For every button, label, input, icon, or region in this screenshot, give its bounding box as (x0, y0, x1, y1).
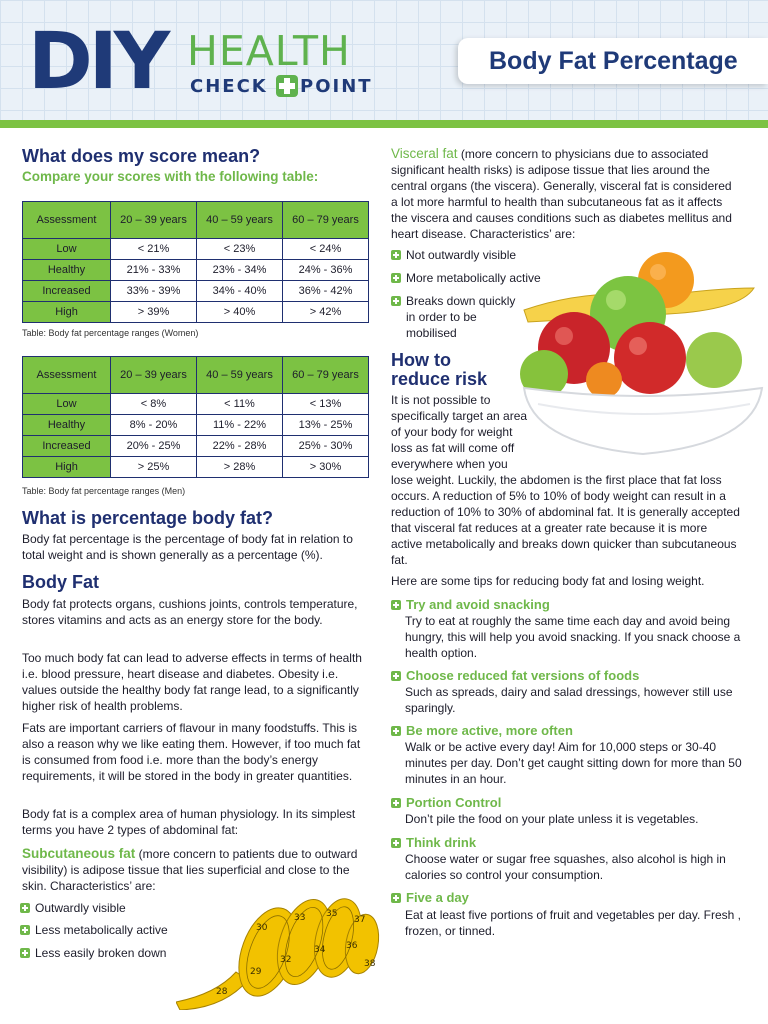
table-cell: Increased (23, 281, 111, 302)
table-cell: 8% - 20% (111, 415, 197, 436)
header-divider (0, 120, 768, 128)
tips-intro: Here are some tips for reducing body fat and losing weight. (391, 574, 705, 588)
visceral-paragraph (391, 146, 741, 242)
table-header-cell: 20 – 39 years (111, 357, 197, 394)
tip-title (391, 597, 550, 612)
tape-number: 35 (326, 909, 338, 919)
plus-bullet-icon (391, 671, 401, 681)
tip-title (391, 890, 469, 905)
logo-health: HEALTH (187, 27, 351, 75)
bullet-text: More metabolically active (406, 271, 541, 285)
list-item (20, 946, 166, 961)
table-cell: Low (23, 239, 111, 260)
plus-bullet-icon (391, 798, 401, 808)
table-header-cell: Assessment (23, 357, 111, 394)
tip-title-text: Portion Control (406, 795, 502, 810)
table-cell: High (23, 457, 111, 478)
tip-title (391, 795, 501, 810)
table-header-cell: 60 – 79 years (283, 357, 369, 394)
body-fat-paragraph-3: Fats are important carriers of flavour in many foodstuffs. This is also a reason why we like eating them. However, if too much fat is consumed from food i.e. more than the body’s energy requirements, it will be stored in the body in greater quantities. (22, 721, 361, 783)
table-row (23, 415, 369, 436)
table-header-row (23, 202, 369, 239)
table-cell: 36% - 42% (283, 281, 369, 302)
bullet-text: Outwardly visible (35, 901, 126, 915)
table-cell: Low (23, 394, 111, 415)
subcutaneous-lead: Subcutaneous fat (22, 846, 136, 861)
reduce-heading-line-2: reduce risk (391, 369, 488, 389)
plus-bullet-icon (391, 296, 401, 306)
table-header-cell: Assessment (23, 202, 111, 239)
score-heading: What does my score mean? (22, 146, 261, 166)
medical-cross-icon (276, 75, 298, 97)
tip-text: Walk or be active every day! Aim for 10,000 steps or 30-40 minutes per day. Don’t get caught sitting down for more than 50 minutes in an hour. (405, 740, 742, 786)
table-cell: 33% - 39% (111, 281, 197, 302)
table-cell: 20% - 25% (111, 436, 197, 457)
tape-number: 28 (216, 987, 228, 997)
table-cell: > 39% (111, 302, 197, 323)
table-row (23, 239, 369, 260)
body-fat-paragraph-4: Body fat is a complex area of human physiology. In its simplest terms you have 2 types of abdominal fat: (22, 807, 356, 837)
tip-title-text: Be more active, more often (406, 723, 573, 738)
score-subheading: Compare your scores with the following table: (22, 169, 319, 184)
table-cell: High (23, 302, 111, 323)
tip-text: Such as spreads, dairy and salad dressings, however still use sparingly. (405, 685, 733, 715)
table-cell: < 11% (197, 394, 283, 415)
logo-check: CHECK (190, 76, 268, 97)
table-cell: Healthy (23, 415, 111, 436)
tip-title-text: Try and avoid snacking (406, 597, 550, 612)
table-row (23, 281, 369, 302)
tape-number: 32 (280, 955, 292, 965)
table-cell: 11% - 22% (197, 415, 283, 436)
table-cell: < 24% (283, 239, 369, 260)
table-cell: 21% - 33% (111, 260, 197, 281)
plus-bullet-icon (20, 925, 30, 935)
table-cell: 25% - 30% (283, 436, 369, 457)
table-cell: 23% - 34% (197, 260, 283, 281)
list-item (391, 293, 526, 341)
bullet-text: Less metabolically active (35, 923, 168, 937)
table-row (23, 436, 369, 457)
reduce-heading-line-1: How to (391, 350, 451, 370)
table-cell: < 23% (197, 239, 283, 260)
tip-text: Try to eat at roughly the same time each day and avoid being hungry, this will help you avoid snacking. If you snack choose a health option. (405, 614, 741, 660)
table-cell: 34% - 40% (197, 281, 283, 302)
tape-number: 29 (250, 967, 262, 977)
table-cell: < 13% (283, 394, 369, 415)
table-cell: < 21% (111, 239, 197, 260)
reduce-body: It is not possible to specifically target an area of your body for weight loss as fat will come off everywhere when you lose weight. Luckily, the abdomen is the first place that fat loss occurs. A reduction of 5% to 10% of body weight can result in a reduction of 10% to 30% of abdominal fat. It is generally accepted that visceral fat reduces at a greater rate because it is more active metabolically and breaks down quicker than subcutaneous fat. (391, 393, 740, 567)
logo-diy: DIY (28, 17, 167, 107)
list-item (20, 923, 168, 938)
visceral-text: (more concern to physicians due to associated significant health risks) is adipose tissue that lies around the central organs (the viscera). Generally, visceral fat is considered a lot more harmful to health than subcutaneous fat as it affects the viscera and causes conditions such as diabetes mellitus and heart disease. Characteristics’ are: (391, 147, 732, 241)
bullet-text: Less easily broken down (35, 946, 167, 960)
fruit-bowl-image (518, 248, 768, 458)
percentage-text: Body fat percentage is the percentage of body fat in relation to total weight and is shown generally as a percentage (%). (22, 532, 353, 562)
tape-measure-image (176, 890, 382, 1010)
table-header-cell: 40 – 59 years (197, 357, 283, 394)
tape-number: 33 (294, 913, 306, 923)
table-cell: 22% - 28% (197, 436, 283, 457)
list-item (391, 248, 516, 263)
subcutaneous-text: (more concern to patients due to outward visibility) is adipose tissue that lies superficial and close to the skin. Characteristics’ are: (22, 847, 358, 893)
table-cell: > 42% (283, 302, 369, 323)
tip-title (391, 723, 573, 738)
page-header (0, 0, 768, 122)
bullet-text: Breaks down quickly in order to be mobilised (406, 294, 516, 340)
plus-bullet-icon (391, 273, 401, 283)
plus-bullet-icon (391, 250, 401, 260)
tape-number: 34 (314, 945, 326, 955)
women-table-caption: Table: Body fat percentage ranges (Women) (22, 328, 199, 338)
list-item (20, 901, 126, 916)
body-fat-paragraph-1: Body fat protects organs, cushions joints, controls temperature, stores vitamins and acts as an energy store for the body. (22, 597, 358, 627)
logo-point: POINT (300, 76, 373, 97)
body-fat-paragraph-2: Too much body fat can lead to adverse effects in terms of health i.e. blood pressure, heart disease and diabetes. Obesity i.e. values outside the healthy body fat range lead, to a significantly higher risk of health problems. (22, 651, 362, 713)
table-cell: > 28% (197, 457, 283, 478)
table-row (23, 260, 369, 281)
percentage-heading: What is percentage body fat? (22, 508, 274, 528)
table-cell: Healthy (23, 260, 111, 281)
tip-title-text: Think drink (406, 835, 477, 850)
plus-bullet-icon (20, 903, 30, 913)
tip-text: Choose water or sugar free squashes, also alcohol is high in calories so control your consumption. (405, 852, 726, 882)
table-row (23, 457, 369, 478)
table-cell: Increased (23, 436, 111, 457)
table-cell: > 25% (111, 457, 197, 478)
tape-number: 30 (256, 923, 268, 933)
tape-number: 36 (346, 941, 358, 951)
plus-bullet-icon (391, 893, 401, 903)
table-cell: 13% - 25% (283, 415, 369, 436)
tip-text: Don’t pile the food on your plate unless it is vegetables. (405, 812, 699, 826)
table-cell: > 30% (283, 457, 369, 478)
tip-title-text: Five a day (406, 890, 469, 905)
page-title: Body Fat Percentage (489, 47, 738, 75)
plus-bullet-icon (391, 600, 401, 610)
body-fat-heading: Body Fat (22, 572, 100, 592)
table-row (23, 394, 369, 415)
plus-bullet-icon (391, 838, 401, 848)
bullet-text: Not outwardly visible (406, 248, 517, 262)
tip-title (391, 835, 476, 850)
table-header-cell: 20 – 39 years (111, 202, 197, 239)
tip-text: Eat at least five portions of fruit and vegetables per day. Fresh , frozen, or tinned. (405, 908, 741, 938)
tip-title-text: Choose reduced fat versions of foods (406, 668, 640, 683)
tip-title (391, 668, 639, 683)
table-cell: < 8% (111, 394, 197, 415)
tape-number: 38 (364, 959, 376, 969)
table-row (23, 302, 369, 323)
plus-bullet-icon (391, 726, 401, 736)
table-header-cell: 40 – 59 years (197, 202, 283, 239)
subcutaneous-paragraph (22, 846, 370, 894)
men-ranges-table (22, 356, 369, 478)
table-header-cell: 60 – 79 years (283, 202, 369, 239)
table-header-row (23, 357, 369, 394)
women-ranges-table (22, 201, 369, 323)
men-table-caption: Table: Body fat percentage ranges (Men) (22, 486, 186, 496)
visceral-lead: Visceral fat (391, 146, 458, 161)
title-banner (458, 38, 768, 84)
table-cell: 24% - 36% (283, 260, 369, 281)
tape-number: 37 (354, 915, 366, 925)
plus-bullet-icon (20, 948, 30, 958)
table-cell: > 40% (197, 302, 283, 323)
